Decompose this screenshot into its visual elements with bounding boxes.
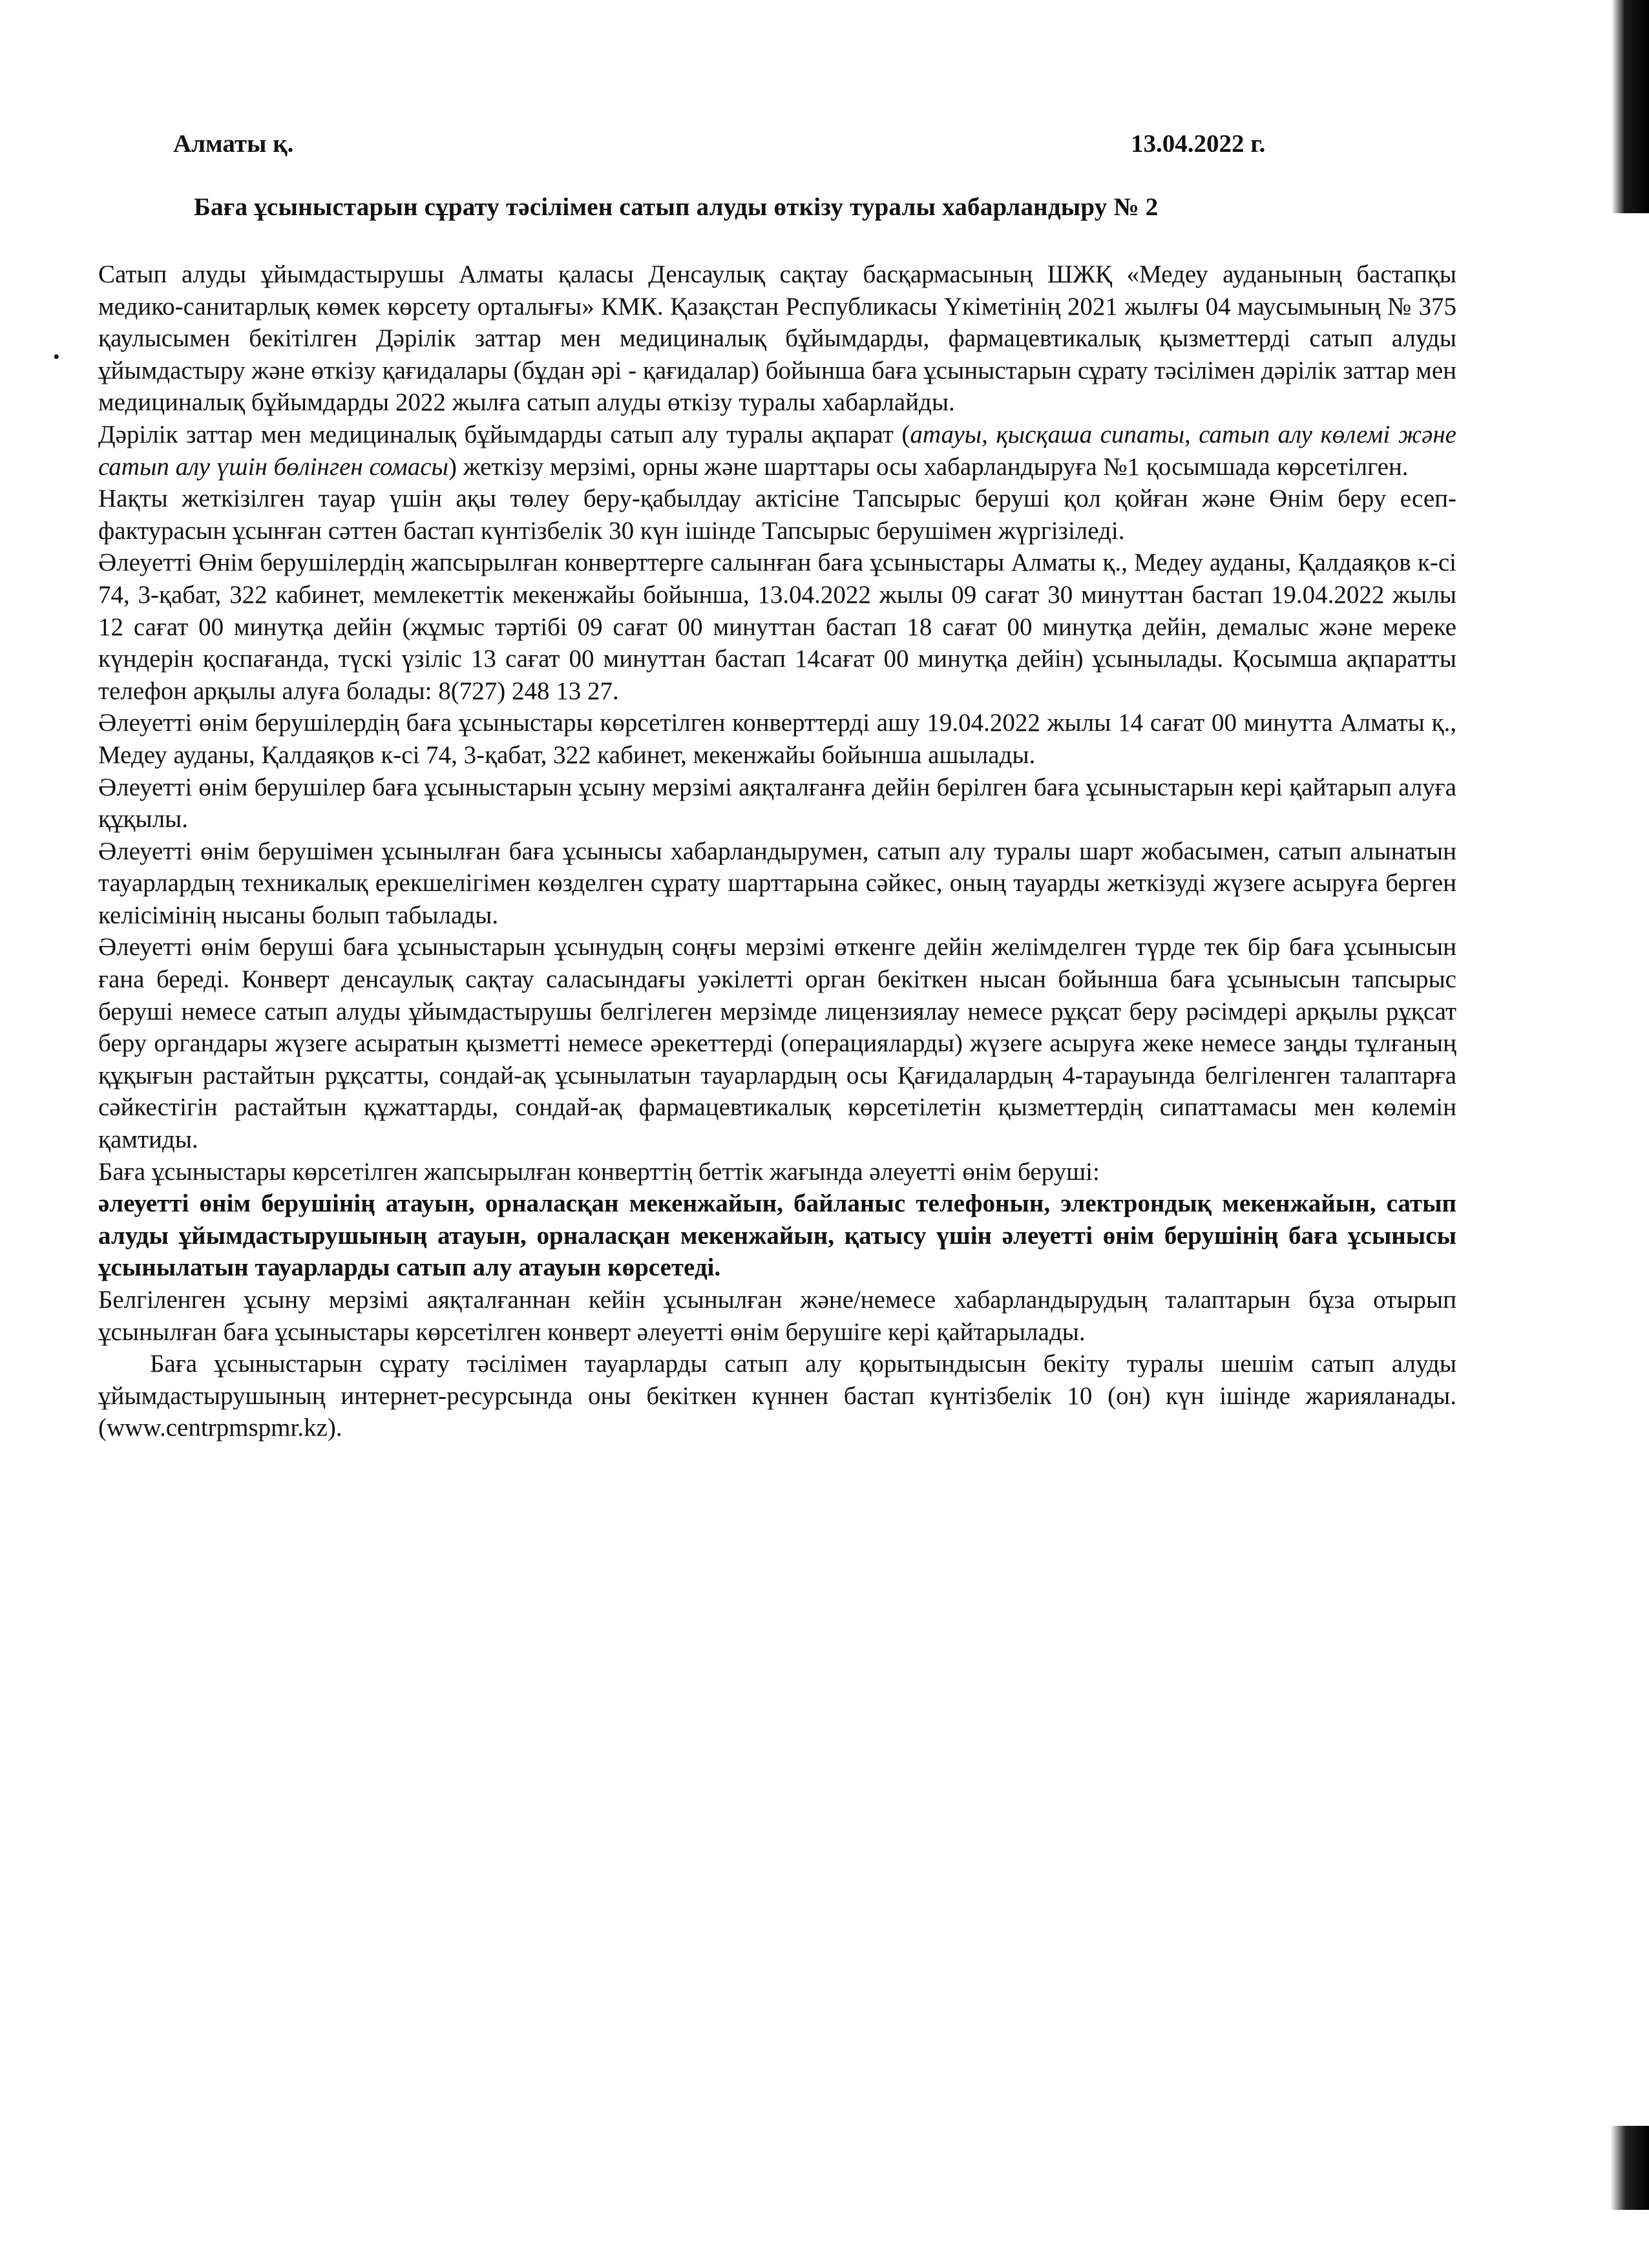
p2-italic: атауы, қысқаша сипаты, сатып алу көлемі және сатып алу үшін бөлінген сомасы xyxy=(98,420,1456,481)
paragraph-envelope: Баға ұсыныстары көрсетілген жапсырылған конверттің беттік жағында әлеуетті өнім беруші: xyxy=(98,1157,1100,1186)
paragraph-return: Белгіленген ұсыну мерзімі аяқталғаннан кейін ұсынылған және/немесе хабарландырудың талаптарын бұза отырып ұсынылған баға ұсыныстары көрсетілген конверт әлеуетті өнім берушіге кері қайтарылады. xyxy=(98,1286,1456,1346)
scan-edge-mark-bottom xyxy=(1610,2126,1649,2210)
city-label: Алматы қ. xyxy=(173,130,294,158)
p2-end: ) жеткізу мерзімі, орны және шарттары осы хабарландыруға №1 қосымшада көрсетілген. xyxy=(448,452,1409,481)
paragraph-consent: Әлеуетті өнім берушімен ұсынылған баға ұсынысы хабарландырумен, сатып алу туралы шарт жобасымен, сатып алынатын тауарлардың техникалық ерекшелігімен көзделген сұрату шарттарына сәйкес, оның тауарды жеткізуді жүзеге асыруға берген келісімінің нысаны болып табылады. xyxy=(98,837,1456,929)
paragraph-opening: Әлеуетті өнім берушілердің баға ұсыныстары көрсетілген конверттерді ашу 19.04.2022 жылы 14 сағат 00 минутта Алматы қ., Медеу ауданы, Қалдаяқов к-сі 74, 3-қабат, 322 кабинет, мекенжайы бойынша ашылады. xyxy=(98,709,1456,769)
paragraph-publication: Баға ұсыныстарын сұрату тәсілімен тауарларды сатып алу қорытындысын бекіту туралы шешім сатып алуды ұйымдастырушының интернет-ресурсында оны бекіткен күннен бастап күнтізбелік 10 (он) күн ішінде жарияланады. (www.centrpmspmr.kz). xyxy=(98,1350,1456,1442)
document-body xyxy=(98,258,1456,1444)
paragraph-envelope-requirements: әлеуетті өнім берушінің атауын, орналасқан мекенжайын, байланыс телефонын, электрондық мекенжайын, сатып алуды ұйымдастырушының атауын, орналасқан мекенжайын, қатысу үшін әлеуетті өнім берушінің баға ұсынысы ұсынылатын тауарларды сатып алу атауын көрсетеді. xyxy=(98,1190,1456,1282)
scan-edge-mark-top xyxy=(1612,0,1649,213)
paragraph-withdrawal: Әлеуетті өнім берушілер баға ұсыныстарын ұсыну мерзімі аяқталғанға дейін берілген баға ұсыныстарын кері қайтарып алуға құқылы. xyxy=(98,773,1456,834)
paragraph-payment: Нақты жеткізілген тауар үшін ақы төлеу беру-қабылдау актісіне Тапсырыс беруші қол қойған және Өнім беру есеп-фактурасын ұсынған сәттен бастап күнтізбелік 30 күн ішінде Тапсырыс берушімен жүргізіледі. xyxy=(98,485,1456,545)
margin-mark: • xyxy=(53,346,60,368)
document-title: Баға ұсыныстарын сұрату тәсілімен сатып алуды өткізу туралы хабарландыру № 2 xyxy=(194,193,1159,221)
paragraph-single-offer: Әлеуетті өнім беруші баға ұсыныстарын ұсынудың соңғы мерзімі өткенге дейін желімделген түрде тек бір баға ұсынысын ғана береді. Конверт денсаулық сақтау саласындағы уәкілетті орган бекіткен нысан бойынша баға ұсынысын тапсырыс беруші немесе сатып алуды ұйымдастырушы белгілеген мерзімде лицензиялау немесе рұқсат беру рәсімдері арқылы рұқсат беру органдары жүзеге асыратын қызметті немесе әрекеттерді (операцияларды) жүзеге асыруға жеке немесе заңды тұлғаның құқығын растайтын рұқсатты, сондай-ақ ұсынылатын тауарлардың осы Қағидалардың 4-тарауында белгіленген талаптарға сәйкестігін растайтын құжаттарды, сондай-ақ фармацевтикалық көрсетілетін қызметтердің сипаттамасы мен көлемін қамтиды. xyxy=(98,933,1456,1154)
paragraph-submission: Әлеуетті Өнім берушілердің жапсырылған конверттерге салынған баға ұсыныстары Алматы қ., Медеу ауданы, Қалдаяқов к-сі 74, 3-қабат, 322 кабинет, мемлекеттік мекенжайы бойынша, 13.04.2022 жылы 09 сағат 30 минуттан бастап 19.04.2022 жылы 12 сағат 00 минутқа дейін (жұмыс тәртібі 09 сағат 00 минуттан бастап 18 сағат 00 минутқа дейін, демалыс және мереке күндерін қоспағанда, түскі үзіліс 13 сағат 00 минуттан бастап 14сағат 00 минутқа дейін) ұсынылады. Қосымша ақпаратты телефон арқылы алуға болады: 8(727) 248 13 27. xyxy=(98,549,1456,705)
p2-start: Дәрілік заттар мен медициналық бұйымдарды сатып алу туралы ақпарат ( xyxy=(98,420,910,448)
document-date: 13.04.2022 г. xyxy=(1131,130,1266,158)
paragraph-procurement-info xyxy=(98,419,1456,483)
paragraph-organizer: Сатып алуды ұйымдастырушы Алматы қаласы Денсаулық сақтау басқармасының ШЖҚ «Медеу ауданының бастапқы медико-санитарлық көмек көрсету орталығы» КМК. Қазақстан Республикасы Үкіметінің 2021 жылғы 04 маусымының № 375 қаулысымен бекітілген Дәрілік заттар мен медициналық бұйымдарды, фармацевтикалық қызметтерді сатып алуды ұйымдастыру және өткізу қағидалары (бұдан әрі - қағидалар) бойынша баға ұсыныстарын сұрату тәсілімен дәрілік заттар мен медициналық бұйымдарды 2022 жылға сатып алуды өткізу туралы хабарлайды. xyxy=(98,260,1456,417)
